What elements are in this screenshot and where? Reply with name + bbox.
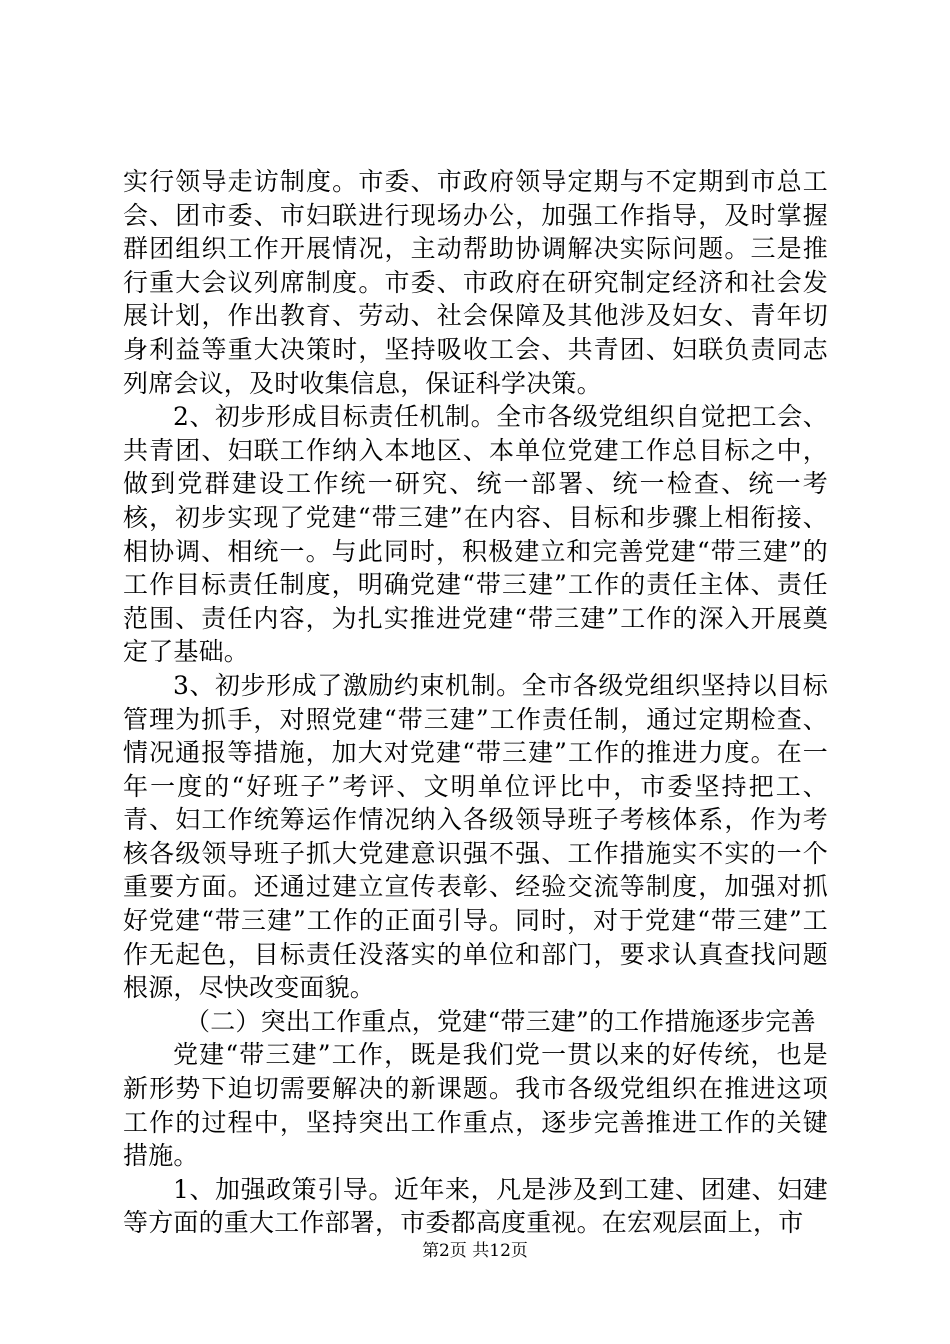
paragraph-3: 3、初步形成了激励约束机制。全市各级党组织坚持以目标管理为抓手，对照党建“带三建”工作责任制，通过定期检查、情况通报等措施，加大对党建“带三建”工作的推进力度。在一年一度的“好班子”考评、文明单位评比中，市委坚持把工、青、妇工作统筹运作情况纳入各级领导班子考核体系，作为考核各级领导班子抓大党建意识强不强、工作措施实不实的一个重要方面。还通过建立宣传表彰、经验交流等制度，加强对抓好党建“带三建”工作的正面引导。同时，对于党建“带三建”工作无起色，目标责任没落实的单位和部门，要求认真查找问题根源，尽快改变面貌。 bbox=[123, 670, 828, 1003]
paragraph-5: 1、加强政策引导。近年来，凡是涉及到工建、团建、妇建等方面的重大工作部署，市委都高度重视。在宏观层面上，市 bbox=[123, 1174, 828, 1238]
paragraph-2: 2、初步形成目标责任机制。全市各级党组织自觉把工会、共青团、妇联工作纳入本地区、本单位党建工作总目标之中，做到党群建设工作统一研究、统一部署、统一检查、统一考核，初步实现了党建“带三建”在内容、目标和步骤上相衔接、相协调、相统一。与此同时，积极建立和完善党建“带三建”的工作目标责任制度，明确党建“带三建”工作的责任主体、责任范围、责任内容，为扎实推进党建“带三建”工作的深入开展奠定了基础。 bbox=[123, 402, 828, 667]
section-heading: （二）突出工作重点，党建“带三建”的工作措施逐步完善 bbox=[185, 1006, 816, 1036]
page-number-footer: 第2页 共12页 bbox=[422, 1241, 528, 1261]
document-body bbox=[123, 165, 828, 1240]
paragraph-4: 党建“带三建”工作，既是我们党一贯以来的好传统，也是新形势下迫切需要解决的新课题。我市各级党组织在推进这项工作的过程中，坚持突出工作重点，逐步完善推进工作的关键措施。 bbox=[123, 1040, 828, 1171]
paragraph-1: 实行领导走访制度。市委、市政府领导定期与不定期到市总工会、团市委、市妇联进行现场办公，加强工作指导，及时掌握群团组织工作开展情况，主动帮助协调解决实际问题。三是推行重大会议列席制度。市委、市政府在研究制定经济和社会发展计划，作出教育、劳动、社会保障及其他涉及妇女、青年切身利益等重大决策时，坚持吸收工会、共青团、妇联负责同志列席会议，及时收集信息，保证科学决策。 bbox=[123, 167, 828, 398]
